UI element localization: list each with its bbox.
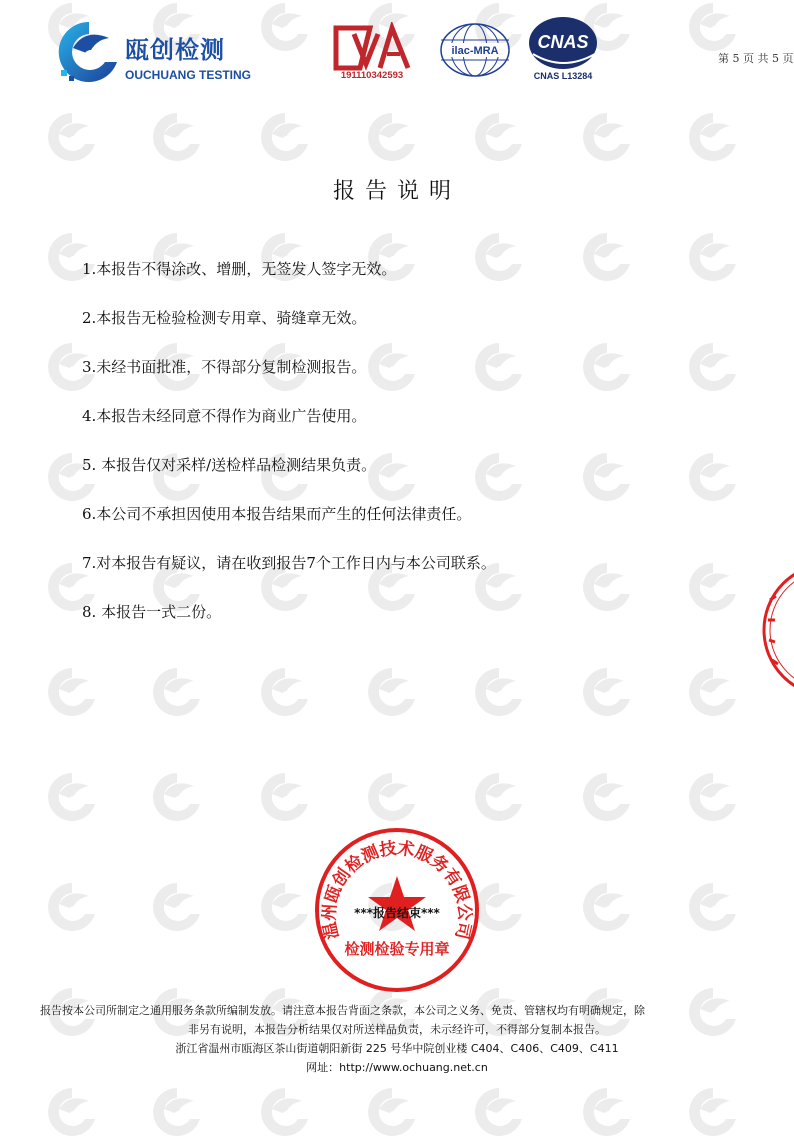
report-footer [40,1001,754,1077]
footer-terms-line-1: 报告按本公司所制定之通用服务条款所编制发放。请注意本报告背面之条款，本公司之义务、免责、管辖权均有明确规定，除 [40,1004,645,1017]
watermark-logo-icon [150,665,204,719]
watermark-logo-icon [580,770,634,824]
watermark-logo-icon [580,110,634,164]
watermark-logo-icon [686,110,740,164]
watermark-logo-icon [365,665,419,719]
watermark-logo-icon [150,110,204,164]
statement-item: 6.本公司不承担因使用本报告结果而产生的任何法律责任。 [82,505,472,523]
cma-number: 191110342593 [340,70,404,81]
watermark-logo-icon [472,110,526,164]
company-logo [55,14,255,90]
report-end-mark: ***报告结束*** [354,906,440,920]
watermark-logo-icon [686,770,740,824]
statement-item: 2.本报告无检验检测专用章、骑缝章无效。 [82,309,367,327]
watermark-logo-icon [365,110,419,164]
document-title: 报告说明 [332,179,461,204]
cnas-text: CNAS [537,32,589,52]
page-number: 第 5 页 共 5 页 [718,52,794,65]
watermark-logo-icon [580,1085,634,1139]
seal-center-text: 检测检验专用章 [344,940,450,958]
footer-address: 浙江省温州市瓯海区茶山街道朝阳新街 225 号华中院创业楼 C404、C406、C409、C411 [175,1042,619,1055]
watermark-logo-icon [686,1085,740,1139]
watermark-logo-icon [45,110,99,164]
report-header [0,0,794,100]
watermark-logo-icon [45,1085,99,1139]
statement-item: 1.本报告不得涂改、增删，无签发人签字无效。 [82,260,397,278]
ouchuang-logo-icon [55,18,123,86]
statement-item: 8. 本报告一式二份。 [82,603,222,621]
statement-list [82,258,762,650]
statement-item: 7.对本报告有疑议，请在收到报告7个工作日内与本公司联系。 [82,554,496,572]
ilac-text: ilac-MRA [451,45,499,57]
cnas-mark [525,14,601,72]
statement-item: 5. 本报告仅对采样/送检样品检测结果负责。 [82,456,377,474]
watermark-logo-icon [365,770,419,824]
footer-website: 网址：http://www.ochuang.net.cn [306,1061,488,1074]
brand-name-en: OUCHUANG TESTING [125,68,251,82]
statement-item: 3.未经书面批准，不得部分复制检测报告。 [82,358,367,376]
watermark-logo-icon [580,665,634,719]
watermark-logo-icon [45,665,99,719]
side-seal [760,560,794,700]
watermark-logo-icon [45,770,99,824]
watermark-logo-icon [258,1085,312,1139]
watermark-logo-icon [472,665,526,719]
watermark-logo-icon [258,110,312,164]
statement-item: 4.本报告未经同意不得作为商业广告使用。 [82,407,367,425]
cnas-number: CNAS L13284 [533,71,593,81]
watermark-logo-icon [365,1085,419,1139]
watermark-logo-icon [472,770,526,824]
watermark-logo-icon [258,665,312,719]
watermark-logo-icon [686,665,740,719]
footer-terms-line-2: 非另有说明，本报告分析结果仅对所送样品负责，未示经许可，不得部分复制本报告。 [188,1023,606,1036]
seal-ring-textpath: 温州瓯创检测技术服务有限公司 [319,838,475,942]
ilac-mra-mark [437,20,513,80]
watermark-logo-icon [150,770,204,824]
watermark-logo-icon [472,1085,526,1139]
watermark-logo-icon [150,1085,204,1139]
watermark-logo-icon [258,770,312,824]
brand-name-cn: 瓯创检测 [125,36,225,64]
